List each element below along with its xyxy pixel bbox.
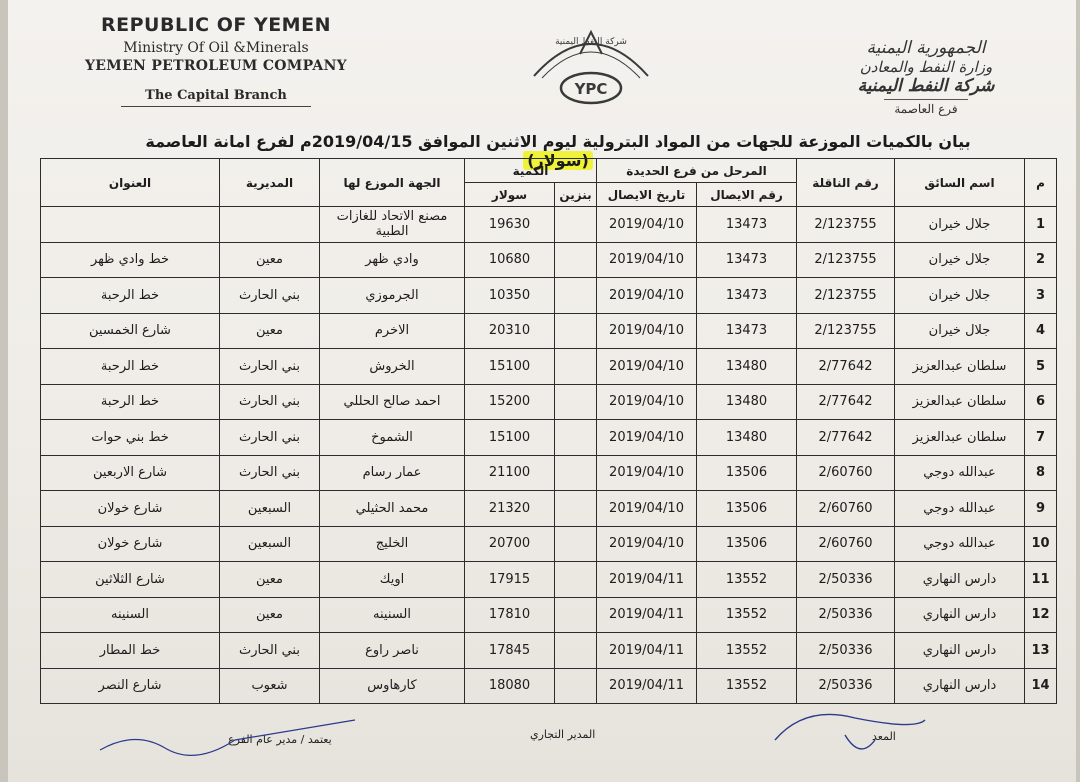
company-name: YEMEN PETROLEUM COMPANY (85, 58, 347, 74)
row-number-cell: 6 (1025, 384, 1057, 420)
table-row (41, 597, 1057, 633)
receipt-number-cell: 13506 (697, 491, 797, 527)
driver-name-cell: سلطان عبدالعزيز (895, 384, 1025, 420)
district-cell: معين (220, 313, 320, 349)
row-number-cell: 11 (1025, 562, 1057, 598)
diesel-quantity-cell: 10350 (465, 278, 555, 314)
row-number-cell: 14 (1025, 668, 1057, 704)
receipt-date-cell: 2019/04/10 (597, 526, 697, 562)
address-cell: خط الرحبة (41, 278, 220, 314)
table-row (41, 633, 1057, 669)
address-cell: خط المطار (41, 633, 220, 669)
address-cell: خط بني حوات (41, 420, 220, 456)
tanker-number-cell: 2/50336 (797, 597, 895, 633)
receipt-date-cell: 2019/04/10 (597, 420, 697, 456)
driver-name-cell: جلال خيران (895, 242, 1025, 278)
tanker-number-cell: 2/60760 (797, 491, 895, 527)
diesel-quantity-cell: 19630 (465, 207, 555, 243)
recipient-cell: الجرموزي (320, 278, 465, 314)
diesel-quantity-cell: 18080 (465, 668, 555, 704)
district-cell: بني الحارث (220, 349, 320, 385)
tanker-number-cell: 2/123755 (797, 242, 895, 278)
row-number-cell: 12 (1025, 597, 1057, 633)
arabic-ministry-name: وزارة النفط والمعادن (859, 58, 993, 76)
recipient-cell: السنينه (320, 597, 465, 633)
row-number-cell: 9 (1025, 491, 1057, 527)
table-row (41, 420, 1057, 456)
recipient-cell: الخروش (320, 349, 465, 385)
petrol-quantity-cell (555, 491, 597, 527)
receipt-date-cell: 2019/04/10 (597, 207, 697, 243)
address-cell: خط وادي ظهر (41, 242, 220, 278)
branch-name: The Capital Branch (145, 88, 287, 103)
district-cell (220, 207, 320, 243)
tanker-number-cell: 2/50336 (797, 633, 895, 669)
ypc-logo (516, 14, 666, 114)
diesel-quantity-cell: 21100 (465, 455, 555, 491)
row-number-cell: 2 (1025, 242, 1057, 278)
row-number-cell: 4 (1025, 313, 1057, 349)
arabic-letterhead (826, 38, 1026, 117)
district-cell: معين (220, 562, 320, 598)
diesel-quantity-cell: 15200 (465, 384, 555, 420)
table-row (41, 562, 1057, 598)
driver-name-cell: عبدالله دوجي (895, 526, 1025, 562)
recipient-cell: احمد صالح الحللي (320, 384, 465, 420)
row-number-cell: 8 (1025, 455, 1057, 491)
branch-underline (121, 106, 311, 107)
receipt-date-cell: 2019/04/10 (597, 278, 697, 314)
driver-name-cell: عبدالله دوجي (895, 491, 1025, 527)
approver-signature-label: يعتمد / مدير عام الفرع (228, 733, 332, 746)
district-cell: معين (220, 597, 320, 633)
address-cell: شارع الثلاثين (41, 562, 220, 598)
receipt-date-cell: 2019/04/11 (597, 597, 697, 633)
receipt-date-cell: 2019/04/10 (597, 349, 697, 385)
diesel-quantity-cell: 17845 (465, 633, 555, 669)
table-body (41, 207, 1057, 704)
tanker-number-cell: 2/123755 (797, 207, 895, 243)
row-number-cell: 7 (1025, 420, 1057, 456)
address-cell (41, 207, 220, 243)
address-cell: خط الرحبة (41, 384, 220, 420)
table-row (41, 668, 1057, 704)
approver-signature-scribble (95, 710, 365, 770)
petrol-quantity-cell (555, 633, 597, 669)
receipt-number-cell: 13480 (697, 384, 797, 420)
receipt-number-cell: 13506 (697, 455, 797, 491)
tanker-number-cell: 2/77642 (797, 349, 895, 385)
arabic-company-name: شركة النفط اليمنية (857, 76, 995, 96)
receipt-date-cell: 2019/04/11 (597, 633, 697, 669)
arabic-branch-name: فرع العاصمة (884, 99, 967, 116)
logo-arabic-text: شركة النفط اليمنية (555, 37, 627, 47)
receipt-number-cell: 13480 (697, 420, 797, 456)
table-row (41, 491, 1057, 527)
petrol-quantity-cell (555, 562, 597, 598)
driver-name-cell: جلال خيران (895, 313, 1025, 349)
recipient-cell: ناصر راوع (320, 633, 465, 669)
tanker-number-cell: 2/50336 (797, 562, 895, 598)
receipt-number-cell: 13473 (697, 242, 797, 278)
petrol-quantity-cell (555, 207, 597, 243)
driver-name-cell: دارس النهاري (895, 668, 1025, 704)
table-row (41, 526, 1057, 562)
table-row (41, 349, 1057, 385)
driver-name-cell: جلال خيران (895, 278, 1025, 314)
table-row (41, 384, 1057, 420)
recipient-cell: وادي ظهر (320, 242, 465, 278)
diesel-quantity-cell: 17915 (465, 562, 555, 598)
address-cell: شارع الاربعين (41, 455, 220, 491)
tanker-number-cell: 2/77642 (797, 420, 895, 456)
address-cell: السنينه (41, 597, 220, 633)
header-diesel: سولار (465, 183, 555, 207)
district-cell: بني الحارث (220, 384, 320, 420)
petrol-quantity-cell (555, 668, 597, 704)
tanker-number-cell: 2/50336 (797, 668, 895, 704)
district-cell: بني الحارث (220, 278, 320, 314)
recipient-cell: الشموخ (320, 420, 465, 456)
driver-name-cell: سلطان عبدالعزيز (895, 349, 1025, 385)
district-cell: بني الحارث (220, 633, 320, 669)
logo-abbreviation: YPC (574, 80, 608, 98)
tanker-number-cell: 2/123755 (797, 313, 895, 349)
diesel-quantity-cell: 21320 (465, 491, 555, 527)
address-cell: شارع الخمسين (41, 313, 220, 349)
table-row (41, 313, 1057, 349)
receipt-date-cell: 2019/04/10 (597, 491, 697, 527)
row-number-cell: 10 (1025, 526, 1057, 562)
tanker-number-cell: 2/123755 (797, 278, 895, 314)
petrol-quantity-cell (555, 526, 597, 562)
diesel-quantity-cell: 20310 (465, 313, 555, 349)
diesel-quantity-cell: 15100 (465, 349, 555, 385)
district-cell: شعوب (220, 668, 320, 704)
receipt-date-cell: 2019/04/11 (597, 562, 697, 598)
petrol-quantity-cell (555, 278, 597, 314)
address-cell: شارع خولان (41, 491, 220, 527)
header-recipient: الجهة الموزع لها (320, 159, 465, 207)
header-petrol: بنزين (555, 183, 597, 207)
table-row (41, 242, 1057, 278)
header-no: م (1025, 159, 1057, 207)
driver-name-cell: سلطان عبدالعزيز (895, 420, 1025, 456)
recipient-cell: عمار رسام (320, 455, 465, 491)
address-cell: خط الرحبة (41, 349, 220, 385)
tanker-number-cell: 2/77642 (797, 384, 895, 420)
district-cell: معين (220, 242, 320, 278)
header-tanker: رقم الناقلة (797, 159, 895, 207)
receipt-date-cell: 2019/04/11 (597, 668, 697, 704)
diesel-quantity-cell: 17810 (465, 597, 555, 633)
driver-name-cell: جلال خيران (895, 207, 1025, 243)
district-cell: السبعين (220, 526, 320, 562)
table-row (41, 278, 1057, 314)
recipient-cell: مصنع الاتحاد للغازات الطبية (320, 207, 465, 243)
address-cell: شارع خولان (41, 526, 220, 562)
petrol-quantity-cell (555, 349, 597, 385)
header-driver: اسم السائق (895, 159, 1025, 207)
receipt-number-cell: 13552 (697, 633, 797, 669)
district-cell: السبعين (220, 491, 320, 527)
receipt-number-cell: 13552 (697, 562, 797, 598)
row-number-cell: 3 (1025, 278, 1057, 314)
driver-name-cell: دارس النهاري (895, 633, 1025, 669)
address-cell: شارع النصر (41, 668, 220, 704)
driver-name-cell: عبدالله دوجي (895, 455, 1025, 491)
district-cell: بني الحارث (220, 420, 320, 456)
recipient-cell: الاخرم (320, 313, 465, 349)
header-quantity: الكمية (465, 159, 597, 183)
header-district: المديرية (220, 159, 320, 207)
petrol-quantity-cell (555, 420, 597, 456)
receipt-date-cell: 2019/04/10 (597, 313, 697, 349)
header-receipt-date: تاريخ الايصال (597, 183, 697, 207)
petrol-quantity-cell (555, 242, 597, 278)
table-row (41, 207, 1057, 243)
distribution-table (40, 158, 1057, 704)
commercial-manager-signature-label: المدير التجاري (530, 728, 596, 741)
country-name: REPUBLIC OF YEMEN (101, 14, 331, 36)
table-row (41, 455, 1057, 491)
tanker-number-cell: 2/60760 (797, 455, 895, 491)
driver-name-cell: دارس النهاري (895, 562, 1025, 598)
row-number-cell: 5 (1025, 349, 1057, 385)
receipt-date-cell: 2019/04/10 (597, 384, 697, 420)
petrol-quantity-cell (555, 384, 597, 420)
receipt-date-cell: 2019/04/10 (597, 242, 697, 278)
header-receipt: رقم الايصال (697, 183, 797, 207)
receipt-number-cell: 13473 (697, 313, 797, 349)
diesel-quantity-cell: 10680 (465, 242, 555, 278)
row-number-cell: 1 (1025, 207, 1057, 243)
petrol-quantity-cell (555, 597, 597, 633)
recipient-cell: اويك (320, 562, 465, 598)
receipt-number-cell: 13480 (697, 349, 797, 385)
ministry-name: Ministry Of Oil &Minerals (123, 40, 309, 56)
header-address: العنوان (41, 159, 220, 207)
header-stage: المرحل من فرع الحديدة (597, 159, 797, 183)
receipt-number-cell: 13473 (697, 207, 797, 243)
receipt-date-cell: 2019/04/10 (597, 455, 697, 491)
receipt-number-cell: 13552 (697, 597, 797, 633)
petrol-quantity-cell (555, 455, 597, 491)
receipt-number-cell: 13552 (697, 668, 797, 704)
diesel-quantity-cell: 20700 (465, 526, 555, 562)
driver-name-cell: دارس النهاري (895, 597, 1025, 633)
recipient-cell: محمد الحثيلي (320, 491, 465, 527)
english-letterhead (66, 14, 366, 107)
title-text: بيان بالكميات الموزعة للجهات من المواد البترولية ليوم الاثنين الموافق 2019/04/15م لفرع امانة العاصمة (145, 132, 971, 151)
receipt-number-cell: 13506 (697, 526, 797, 562)
recipient-cell: الخليج (320, 526, 465, 562)
preparer-signature-scribble (765, 700, 935, 770)
receipt-number-cell: 13473 (697, 278, 797, 314)
diesel-quantity-cell: 15100 (465, 420, 555, 456)
tanker-number-cell: 2/60760 (797, 526, 895, 562)
district-cell: بني الحارث (220, 455, 320, 491)
arabic-country-name: الجمهورية اليمنية (866, 38, 986, 58)
preparer-signature-label: المعد (872, 730, 896, 743)
row-number-cell: 13 (1025, 633, 1057, 669)
fuel-type-highlight: (سولار) (523, 151, 593, 170)
petrol-quantity-cell (555, 313, 597, 349)
recipient-cell: كارهاوس (320, 668, 465, 704)
